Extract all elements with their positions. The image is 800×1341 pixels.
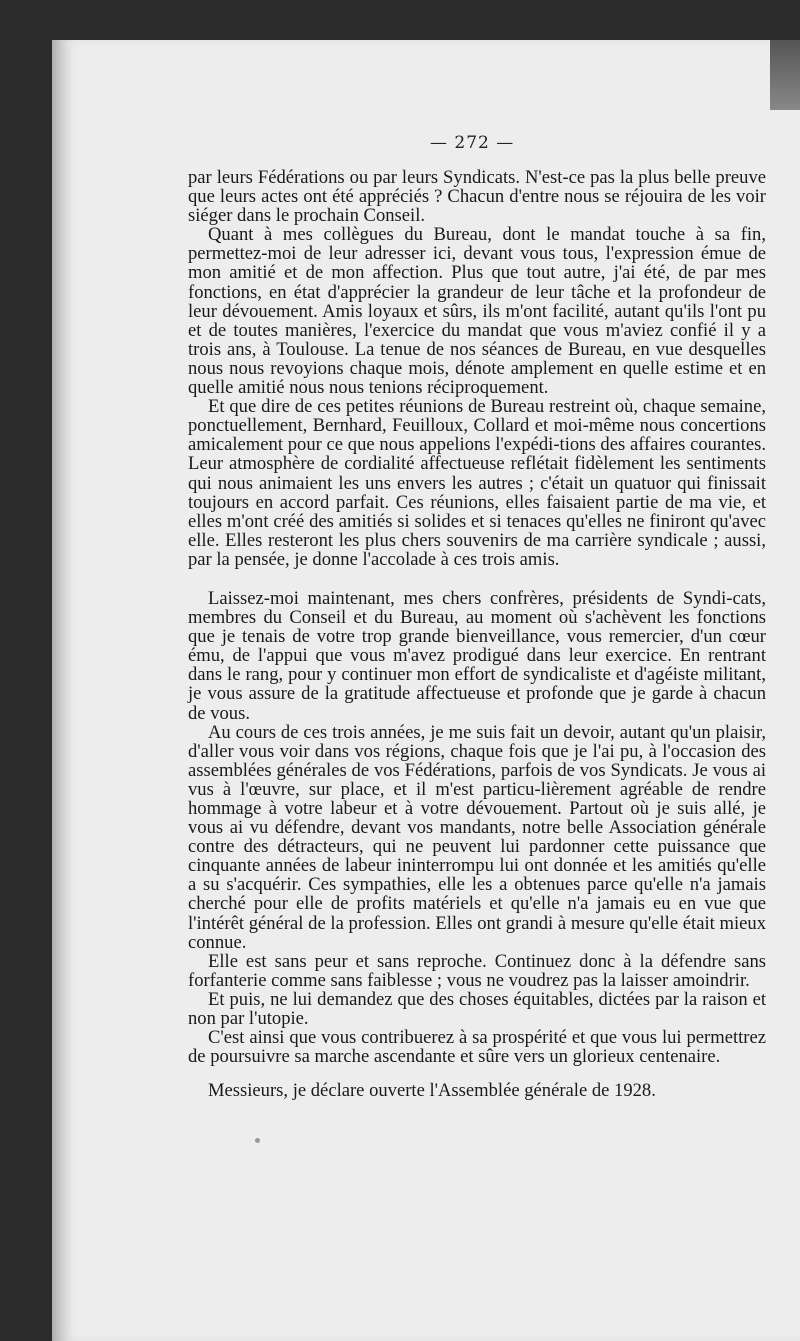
paragraph: Et que dire de ces petites réunions de Bureau restreint où, chaque semaine, ponctuellement, Bernhard, Feuilloux, Collard et moi-même nous concertions amicalement pour ce que nous appelions l'expédi-tions des affaires courantes. Leur atmosphère de cordialité affectueuse reflétait fidèlement les sentiments qui nous animaient les uns envers les autres ; c'était un quatuor qui finissait toujours en accord parfait. Ces réunions, elles faisaient partie de ma vie, et elles m'ont créé des amitiés si solides et si tenaces qu'elles ne finiront qu'avec elle. Elles resteront les plus chers souvenirs de ma carrière syndicale ; aussi, par la pensée, je donne l'accolade à ces trois amis.	[188, 396, 766, 570]
paragraph: Elle est sans peur et sans reproche. Continuez donc à la défendre sans forfanterie comme sans faiblesse ; vous ne voudrez pas la laisser amoindrir.	[188, 950, 766, 991]
paragraph: Et puis, ne lui demandez que des choses équitables, dictées par la raison et non par l'utopie.	[188, 988, 766, 1030]
paragraph: Au cours de ces trois années, je me suis fait un devoir, autant qu'un plaisir, d'aller vous voir dans vos régions, chaque fois que je l'ai pu, à l'occasion des assemblées générales de vos Fédérations, parfois de vos Syndicats. Je vous ai vus à l'œuvre, sur place, et il m'est particu-lièrement agréable de rendre hommage à votre labeur et à votre dévouement. Partout où je suis allé, je vous ai vu défendre, devant vos mandants, notre belle Association générale contre des détracteurs, qui ne peuvent lui pardonner cette puissance que cinquante années de labeur ininterrompu lui ont donnée et les amitiés qu'elle a su s'acquérir. Ces sympathies, elle les a obtenues parce qu'elle n'a jamais cherché pour elle de profits matériels et qu'elle n'a jamais eu en vue que l'intérêt général de la profession. Elles ont grandi à mesure qu'elle était mieux connue.	[188, 721, 766, 953]
paragraph: par leurs Fédérations ou par leurs Syndicats. N'est-ce pas la plus belle preuve que leurs actes ont été appréciés ? Chacun d'entre nous se réjouira de les voir siéger dans le prochain Conseil.	[188, 167, 766, 227]
ink-speck	[255, 1138, 260, 1143]
paragraph: C'est ainsi que vous contribuerez à sa prospérité et que vous lui permettrez de poursuivre sa marche ascendante et sûre vers un glorieux centenaire.	[188, 1027, 766, 1068]
page-corner	[770, 40, 800, 110]
page-gutter-shadow	[56, 46, 70, 1341]
page-number: — 272 —	[430, 133, 515, 153]
body-text	[188, 168, 766, 1100]
paragraph: Quant à mes collègues du Bureau, dont le mandat touche à sa fin, permettez-moi de leur adresser ici, devant vous tous, l'expression émue de mon amitié et de mon affection. Plus que tout autre, j'ai été, de par mes fonctions, en état d'apprécier la grandeur de leur tâche et la profondeur de leur dévouement. Amis loyaux et sûrs, ils m'ont facilité, autant qu'ils l'ont pu et de toutes manières, l'exercice du mandat que vous m'aviez confié il y a trois ans, à Toulouse. La tenue de nos séances de Bureau, en vue desquelles nous nous revoyions chaque mois, dénote amplement en quelle estime et en quelle amitié nous nous tenions réciproquement.	[188, 224, 766, 399]
closing-paragraph: Messieurs, je déclare ouverte l'Assemblée générale de 1928.	[208, 1080, 656, 1102]
paragraph: Laissez-moi maintenant, mes chers confrères, présidents de Syndi-cats, membres du Conseil et du Bureau, au moment où s'achèvent les fonctions que je tenais de votre trop grande bienveillance, vous remercier, d'un cœur ému, de l'appui que vous m'avez prodigué dans leur exercice. En rentrant dans le rang, pour y continuer mon effort de syndicaliste et d'agéiste militant, je vous assure de la gratitude affectueuse et profonde que je garde à chacun de vous.	[188, 587, 766, 724]
